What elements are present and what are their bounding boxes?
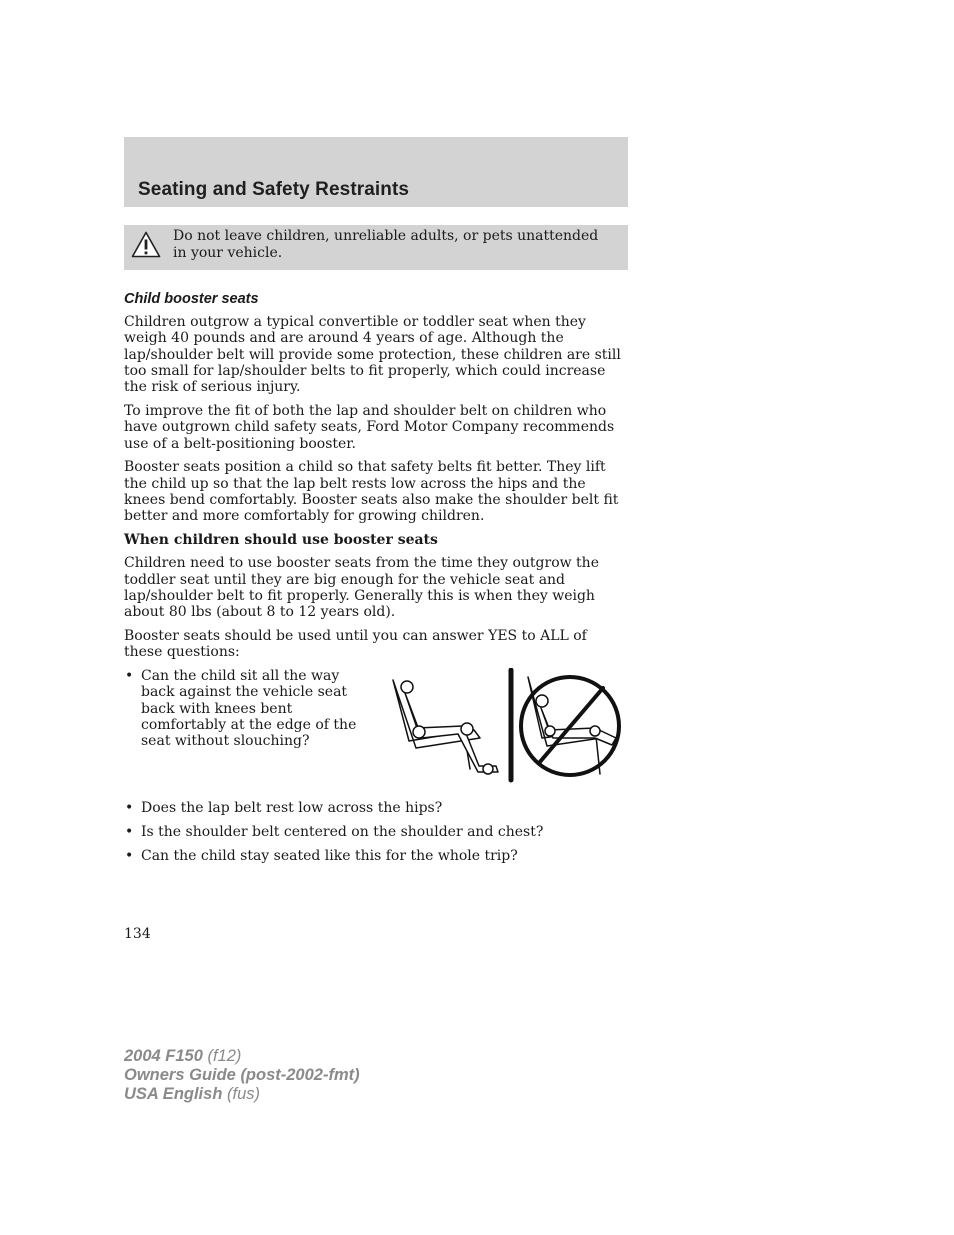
main-content [124, 290, 628, 872]
paragraph: Children outgrow a typical convertible or toddler seat when they weigh 40 pounds and are around 4 years of age. Although the lap/shoulder belt will provide some protection, these children are still too small for lap/shoulder belts to fit properly, which could increase the risk of serious injury. [124, 314, 621, 396]
list-item [124, 668, 376, 749]
footer-line [124, 1066, 360, 1085]
section-header-band [124, 137, 628, 207]
paragraph: To improve the fit of both the lap and shoulder belt on children who have outgrown child safety seats, Ford Motor Company recommends use of a belt-positioning booster. [124, 402, 615, 452]
footer-language-code: (fus) [227, 1085, 260, 1103]
warning-text: Do not leave children, unreliable adults, or pets unattended in your vehicle. [173, 228, 599, 261]
footer-model: 2004 F150 [124, 1047, 203, 1065]
bullet-icon: • [125, 823, 134, 840]
list-item [124, 800, 628, 816]
warning-triangle-icon [131, 231, 161, 258]
warning-box [124, 225, 628, 270]
section-title: Seating and Safety Restraints [138, 179, 410, 200]
booster-seat-illustration [390, 668, 624, 784]
paragraph: Booster seats position a child so that safety belts fit better. They lift the child up so that the lap belt rests low across the hips and the knees bend comfortably. Booster seats also make the shoulder belt fit better and more comfortably for growing children. [124, 459, 619, 525]
list-item-text: Does the lap belt rest low across the hips? [141, 800, 443, 817]
bullet-icon: • [125, 847, 134, 864]
bullet-icon: • [125, 668, 134, 685]
page-number: 134 [124, 926, 151, 942]
footer-language: USA English [124, 1085, 223, 1103]
list-item-text: Is the shoulder belt centered on the shoulder and chest? [141, 823, 544, 840]
figure-row [124, 668, 628, 798]
subheading: When children should use booster seats [124, 532, 438, 549]
footer-guide: Owners Guide (post-2002-fmt) [124, 1066, 360, 1084]
paragraph: Booster seats should be used until you can answer YES to ALL of these questions: [124, 628, 587, 661]
section-heading: Child booster seats [124, 291, 259, 307]
document-footer [124, 1047, 360, 1104]
list-item-text: Can the child stay seated like this for the whole trip? [141, 847, 518, 864]
paragraph: Children need to use booster seats from the time they outgrow the toddler seat until they are big enough for the vehicle seat and lap/shoulder belt to fit properly. Generally this is when they weigh about 80 lbs (about 8 to 12 years old). [124, 555, 599, 621]
footer-line [124, 1047, 360, 1066]
list-item-text: Can the child sit all the way back against the vehicle seat back with knees bent comfortably at the edge of the seat without slouching? [141, 668, 357, 750]
footer-model-code: (f12) [207, 1047, 242, 1065]
list-item [124, 824, 628, 840]
bullet-icon: • [125, 800, 134, 817]
footer-line [124, 1085, 360, 1104]
list-item [124, 848, 628, 864]
